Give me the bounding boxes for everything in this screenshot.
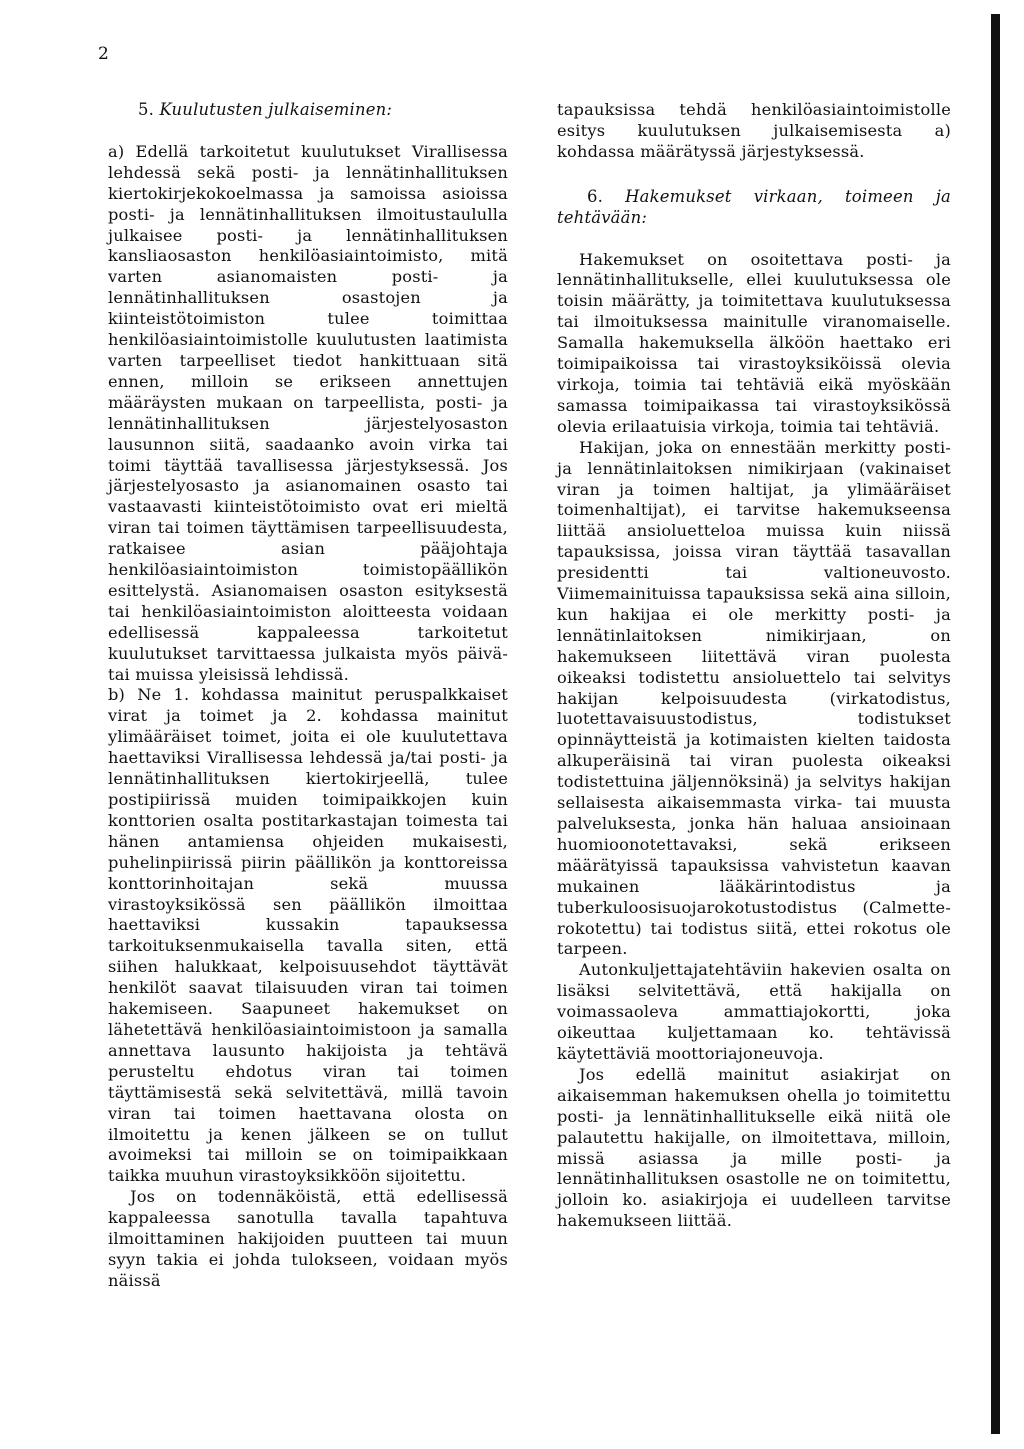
section-6-title: Hakemukset virkaan, toimeen ja tehtävään: xyxy=(557,186,951,227)
paragraph-a: a) Edellä tarkoitetut kuulutukset Virallisessa lehdessä sekä posti- ja lennätinhallituksen kiertokirjekokoelmassa ja samoissa asioissa posti- ja lennätinhallituksen ilmoitustaululla julkaisee posti- ja lennätinhallituksen kansliaosaston henkilöasiaintoimisto, mitä varten asianomaisten posti- ja lennätinhallituksen osastojen ja kiinteistötoimiston tulee toimittaa henkilöasiaintoimistolle kuulutusten laatimista varten tarpeelliset tiedot hankittuaan sitä ennen, milloin se erikseen annettujen määräysten mukaan on tarpeellista, posti- ja lennätinhallituksen järjestelyosaston lausunnon siitä, saadaanko avoin virka tai toimi täyttää tavallisessa järjestyksessä. Jos järjestelyosasto ja asianomainen osasto tai vastaavasti kiinteistötoimisto ovat eri mieltä viran tai toimen täyttämisen tarpeellisuudesta, ratkaisee asian pääjohtaja henkilöasiaintoimiston toimistopäällikön esittelystä. Asianomaisen osaston esityksestä tai henkilöasiaintoimiston aloitteesta voidaan edellisessä kappaleessa tarkoitetut kuulutukset tarvittaessa julkaista myös päivä- tai muissa yleisissä lehdissä. xyxy=(108,141,508,684)
page-number: 2 xyxy=(98,44,109,64)
paragraph-b: b) Ne 1. kohdassa mainitut peruspalkkaiset virat ja toimet ja 2. kohdassa mainitut ylimääräiset toimet, joita ei ole kuulutettava haettaviksi Virallisessa lehdessä ja/tai posti- ja lennätinhallituksen kiertokirjeellä, tulee postipiirissä muiden toimipaikkojen kuin konttorien osalta postitarkastajan toimesta tai hänen antamiensa ohjeiden mukaisesti, puhelinpiirissä piirin päällikön ja konttoreissa konttorinhoitajan sekä muussa virastoyksikössä sen päällikön ilmoittaa haettaviksi kussakin tapauksessa tarkoituksenmukaisella tavalla siten, että siihen halukkaat, kelpoisuusehdot täyttävät henkilöt saavat tilaisuuden viran tai toimen hakemiseen. Saapuneet hakemukset on lähetettävä henkilöasiaintoimistoon ja samalla annettava lausunto hakijoista ja tehtävä perusteltu ehdotus viran tai toimen täyttämisestä sekä selvitettävä, millä tavoin viran tai toimen haettavana olosta on ilmoitettu ja kenen jälkeen se on tullut avoimeksi tai milloin se on toimipaikkaan taikka muuhun virastoyksikköön sijoitettu. xyxy=(108,685,508,1186)
section-5-title: Kuulutusten julkaiseminen: xyxy=(159,100,393,119)
paragraph-documents: Jos edellä mainitut asiakirjat on aikaisemman hakemuksen ohella jo toimitettu posti- ja lennätinhallitukselle eikä niitä ole palautettu hakijalle, on ilmoitettava, milloin, missä asiassa ja mille posti- ja lennätinhallituksen osastolle ne on toimitettu, jolloin ko. asiakirjoja ei uudelleen tarvitse hakemukseen liittää. xyxy=(557,1064,951,1231)
left-column xyxy=(108,100,508,1292)
right-column xyxy=(557,100,951,1232)
scan-edge-bar xyxy=(991,14,1000,1434)
paragraph-applicant: Hakijan, joka on ennestään merkitty posti- ja lennätinlaitoksen nimikirjaan (vakinaiset viran ja toimen haltijat, ja ylimääräiset toimenhaltijat), ei tarvitse hakemukseensa liittää ansioluetteloa muissa kuin niissä tapauksissa, joissa viran täyttää tasavallan presidentti tai valtioneuvosto. Viimemainituissa tapauksissa sekä aina silloin, kun hakijaa ei ole merkitty posti- ja lennätinlaitoksen nimikirjaan, on hakemukseen liitettävä viran puolesta oikeaksi todistettu ansioluettelo tai selvitys hakijan kelpoisuudesta (virkatodistus, luotettavaisuustodistus, todistukset opinnäytteistä ja kotimaisten kielten taidosta alkuperäisinä tai viran puolesta oikeaksi todistettuina jäljennöksinä) ja selvitys hakijan sellaisesta aikaisemmasta virka- tai muusta palveluksesta, jonka hän haluaa ansioinaan huomioonotettavaksi, sekä erikseen määrätyissä tapauksissa vahvistetun kaavan mukainen lääkärintodistus ja tuberkuloosisuojarokotustodistus (Calmette-rokotettu) tai todistus siitä, ettei rokotus ole tarpeen. xyxy=(557,437,951,959)
section-6-heading xyxy=(557,187,951,229)
paragraph-continued: tapauksissa tehdä henkilöasiaintoimistolle esitys kuulutuksen julkaisemisesta a) kohdassa määrätyssä järjestyksessä. xyxy=(557,100,951,161)
section-5-number: 5. xyxy=(138,100,155,119)
paragraph-c: Jos on todennäköistä, että edellisessä kappaleessa sanotulla tavalla tapahtuva ilmoittaminen hakijoiden puutteen tai muun syyn takia ei johda tulokseen, voidaan myös näissä xyxy=(108,1187,508,1290)
section-6-number: 6. xyxy=(587,186,604,206)
paragraph-drivers: Autonkuljettajatehtäviin hakevien osalta on lisäksi selvitettävä, että hakijalla on voimassaoleva ammattiajokortti, joka oikeuttaa kuljettamaan ko. tehtävissä käytettäviä moottoriajoneuvoja. xyxy=(557,960,951,1063)
paragraph-applications: Hakemukset on osoitettava posti- ja lennätinhallitukselle, ellei kuulutuksessa ole toisin määrätty, ja toimitettava kuulutuksessa tai ilmoituksessa mainitulle viranomaiselle. Samalla hakemuksella älköön haettako eri toimipaikoissa tai virastoyksiköissä olevia virkoja, toimia tai tehtäviä eikä myöskään samassa toimipaikassa tai virastoyksikössä olevia erilaatuisia virkoja, toimia tai tehtäviä. xyxy=(557,249,951,436)
section-5-heading xyxy=(108,100,508,121)
